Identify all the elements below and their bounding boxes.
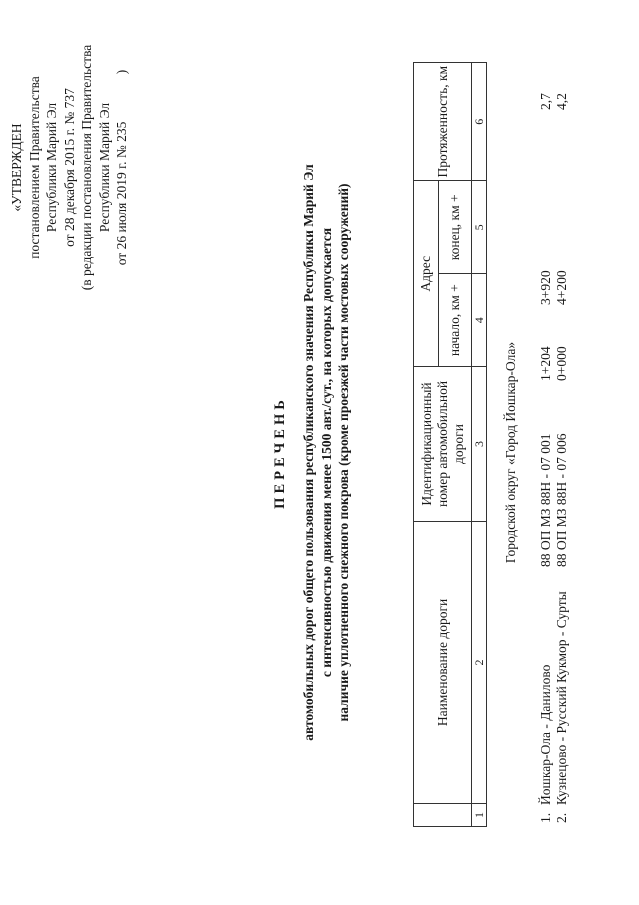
road-end: 3+920 bbox=[538, 270, 553, 305]
header-address: Адрес bbox=[414, 181, 439, 367]
road-name: Кузнецово - Русский Кукмор - Сурты bbox=[554, 591, 569, 805]
approval-date-month-year: июля 2019 г. № bbox=[114, 145, 129, 233]
approval-line-1: «УТВЕРЖДЕН bbox=[9, 123, 24, 212]
road-id: 88 ОП МЗ 88Н - 07 006 bbox=[554, 433, 569, 567]
subtitle-line-2: с интенсивностью движения менее 1500 авт./сут., на которых допускается bbox=[318, 227, 334, 678]
approval-line-2: постановлением Правительства bbox=[26, 76, 42, 259]
road-start: 1+204 bbox=[538, 346, 553, 381]
table-row bbox=[553, 0, 570, 905]
approval-line-7 bbox=[113, 40, 131, 295]
approval-close-paren: ) bbox=[114, 69, 129, 75]
header-start: начало, км + bbox=[439, 274, 472, 367]
road-length: 4,2 bbox=[554, 93, 569, 110]
header-col-1 bbox=[414, 804, 472, 827]
column-number-1: 1 bbox=[472, 804, 487, 827]
column-number-5: 5 bbox=[472, 181, 487, 274]
road-start: 0+000 bbox=[554, 346, 569, 381]
header-road-id: Идентификационный номер автомобильной дороги bbox=[414, 367, 472, 522]
header-road-name: Наименование дороги bbox=[414, 521, 472, 803]
approval-number: 235 bbox=[114, 121, 129, 142]
subtitle-line-1: автомобильных дорог общего пользования республиканского значения Республики Марий Эл bbox=[301, 164, 316, 741]
approval-date-day: 26 bbox=[114, 235, 129, 250]
row-number: 1. bbox=[538, 812, 553, 823]
column-number-4: 4 bbox=[472, 274, 487, 367]
header-end: конец, км + bbox=[439, 181, 472, 274]
approval-date-prefix: от bbox=[114, 252, 129, 266]
approval-line-5: (в редакции постановления Правительства bbox=[79, 44, 94, 291]
document-title: ПЕРЕЧЕНЬ bbox=[272, 396, 288, 509]
document-subtitle bbox=[300, 0, 353, 905]
row-number: 2. bbox=[554, 812, 569, 823]
road-length: 2,7 bbox=[538, 93, 553, 110]
roads-table-header bbox=[413, 62, 487, 827]
road-name: Йошкар-Ола - Данилово bbox=[538, 664, 553, 805]
road-end: 4+200 bbox=[554, 270, 569, 305]
table-row bbox=[537, 0, 554, 905]
approval-line-3: Республики Марий Эл bbox=[44, 102, 59, 233]
approval-line-6: Республики Марий Эл bbox=[96, 102, 112, 233]
column-number-2: 2 bbox=[472, 521, 487, 803]
column-number-6: 6 bbox=[472, 63, 487, 181]
column-number-3: 3 bbox=[472, 367, 487, 522]
approval-block bbox=[8, 40, 131, 295]
header-length: Протяженность, км bbox=[414, 63, 472, 181]
section-title: Городской округ «Город Йошкар-Ола» bbox=[503, 341, 518, 564]
approval-line-4: от 28 декабря 2015 г. № 737 bbox=[61, 88, 77, 247]
subtitle-line-3: наличие уплотненного снежного покрова (кроме проезжей части мостовых сооружений) bbox=[336, 183, 351, 722]
road-id: 88 ОП МЗ 88Н - 07 001 bbox=[538, 433, 553, 567]
